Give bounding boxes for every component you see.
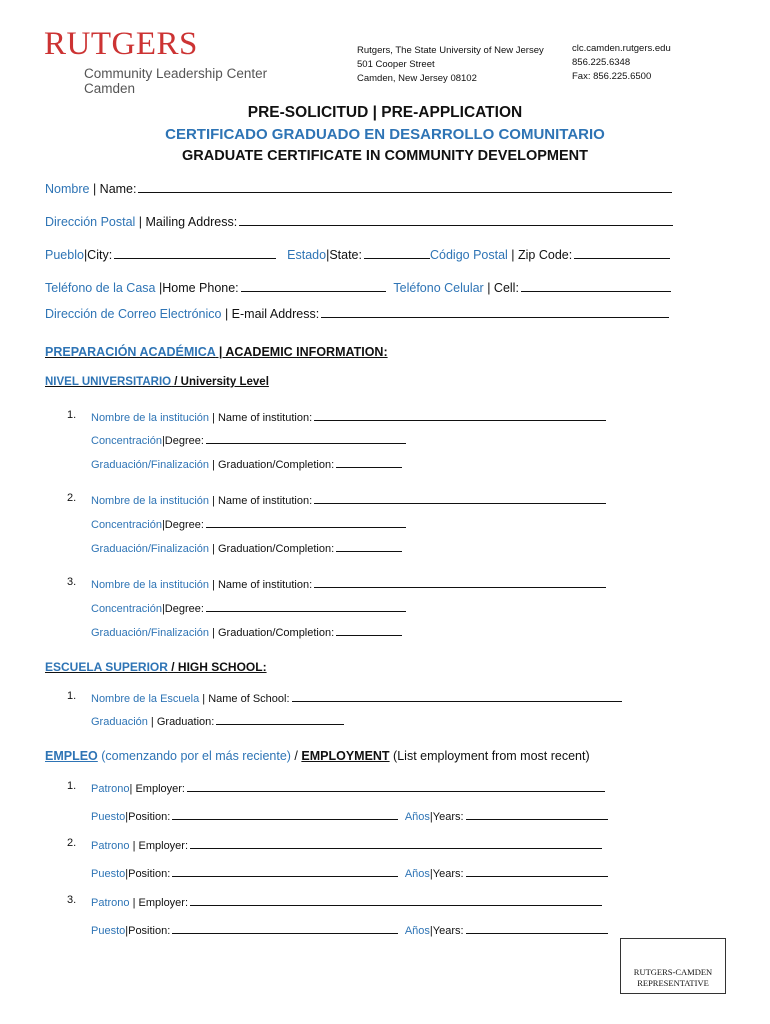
cell-phone-input-line[interactable] bbox=[521, 280, 671, 292]
graduation-field[interactable]: Graduación/Finalización | Graduation/Completion: bbox=[91, 540, 402, 555]
high-school-header: ESCUELA SUPERIOR / HIGH SCHOOL: bbox=[45, 660, 267, 674]
graduation-input-line[interactable] bbox=[336, 540, 402, 552]
institution-input-line[interactable] bbox=[314, 492, 606, 504]
institution-input-line[interactable] bbox=[314, 409, 606, 421]
name-field[interactable]: Nombre | Name: bbox=[45, 181, 672, 196]
title-certificate-en: GRADUATE CERTIFICATE IN COMMUNITY DEVELOPMENT bbox=[182, 148, 588, 164]
employer-input-line[interactable] bbox=[190, 894, 602, 906]
degree-field[interactable]: Concentración|Degree: bbox=[91, 516, 406, 531]
position-years-row: Puesto|Position: Años|Years: bbox=[91, 865, 608, 880]
institution-name-field[interactable]: Nombre de la institución | Name of institution: bbox=[91, 576, 606, 591]
degree-field[interactable]: Concentración|Degree: bbox=[91, 600, 406, 615]
employer-input-line[interactable] bbox=[187, 780, 605, 792]
graduation-field[interactable]: Graduación/Finalización | Graduation/Completion: bbox=[91, 456, 402, 471]
graduation-field[interactable]: Graduación/Finalización | Graduation/Completion: bbox=[91, 624, 402, 639]
rutgers-logo: RUTGERS bbox=[44, 26, 198, 62]
address-block: Rutgers, The State University of New Jersey 501 Cooper Street Camden, New Jersey 08102 bbox=[357, 45, 544, 84]
title-certificate-es: CERTIFICADO GRADUADO EN DESARROLLO COMUNITARIO bbox=[165, 126, 605, 143]
school-name-field[interactable]: Nombre de la Escuela | Name of School: bbox=[91, 690, 622, 705]
email-input-line[interactable] bbox=[321, 306, 669, 318]
hs-graduation-input-line[interactable] bbox=[216, 713, 344, 725]
employer-field[interactable]: Patrono | Employer: bbox=[91, 837, 602, 852]
home-phone-input-line[interactable] bbox=[241, 280, 386, 292]
logo-subtitle-campus: Camden bbox=[84, 81, 136, 96]
years-input-line[interactable] bbox=[466, 808, 608, 820]
mailing-address-input-line[interactable] bbox=[239, 214, 673, 226]
city-state-zip-row: Pueblo|City: Estado|State: Código Postal | Zip Code: bbox=[45, 247, 670, 262]
degree-input-line[interactable] bbox=[206, 516, 406, 528]
list-number: 3. bbox=[67, 576, 77, 588]
position-input-line[interactable] bbox=[172, 922, 398, 934]
position-years-row: Puesto|Position: Años|Years: bbox=[91, 808, 608, 823]
list-number: 1. bbox=[67, 780, 77, 792]
degree-field[interactable]: Concentración|Degree: bbox=[91, 432, 406, 447]
employer-field[interactable]: Patrono| Employer: bbox=[91, 780, 605, 795]
academic-section-header: PREPARACIÓN ACADÉMICA | ACADEMIC INFORMATION: bbox=[45, 345, 388, 359]
position-input-line[interactable] bbox=[172, 808, 398, 820]
years-input-line[interactable] bbox=[466, 865, 608, 877]
city-input-line[interactable] bbox=[114, 247, 276, 259]
zip-input-line[interactable] bbox=[574, 247, 670, 259]
degree-input-line[interactable] bbox=[206, 600, 406, 612]
list-number: 2. bbox=[67, 492, 77, 504]
representative-label: RUTGERS-CAMDEN REPRESENTATIVE bbox=[633, 967, 713, 988]
title-preapplication: PRE-SOLICITUD | PRE-APPLICATION bbox=[247, 104, 523, 121]
university-level-header: NIVEL UNIVERSITARIO / University Level bbox=[45, 376, 269, 388]
graduation-input-line[interactable] bbox=[336, 456, 402, 468]
years-input-line[interactable] bbox=[466, 922, 608, 934]
contact-block: clc.camden.rutgers.edu 856.225.6348 Fax: 856.225.6500 bbox=[572, 43, 671, 82]
institution-name-field[interactable]: Nombre de la institución | Name of institution: bbox=[91, 492, 606, 507]
employment-header: EMPLEO (comenzando por el más reciente) / EMPLOYMENT (List employment from most recent) bbox=[45, 749, 590, 763]
list-number: 3. bbox=[67, 894, 77, 906]
list-number: 1. bbox=[67, 690, 77, 702]
institution-name-field[interactable]: Nombre de la institución | Name of institution: bbox=[91, 409, 606, 424]
list-number: 1. bbox=[67, 409, 77, 421]
position-input-line[interactable] bbox=[172, 865, 398, 877]
employer-field[interactable]: Patrono | Employer: bbox=[91, 894, 602, 909]
email-field[interactable]: Dirección de Correo Electrónico | E-mail Address: bbox=[45, 306, 669, 321]
graduation-input-line[interactable] bbox=[336, 624, 402, 636]
institution-input-line[interactable] bbox=[314, 576, 606, 588]
position-years-row: Puesto|Position: Años|Years: bbox=[91, 922, 608, 937]
degree-input-line[interactable] bbox=[206, 432, 406, 444]
logo-subtitle: Community Leadership Center bbox=[84, 66, 268, 81]
employer-input-line[interactable] bbox=[190, 837, 602, 849]
school-input-line[interactable] bbox=[292, 690, 622, 702]
phone-row: Teléfono de la Casa |Home Phone: Teléfono Celular | Cell: bbox=[45, 280, 671, 295]
name-input-line[interactable] bbox=[138, 181, 672, 193]
state-input-line[interactable] bbox=[364, 247, 430, 259]
list-number: 2. bbox=[67, 837, 77, 849]
hs-graduation-field[interactable]: Graduación | Graduation: bbox=[91, 713, 344, 728]
representative-box bbox=[620, 938, 726, 994]
mailing-address-field[interactable]: Dirección Postal | Mailing Address: bbox=[45, 214, 673, 229]
